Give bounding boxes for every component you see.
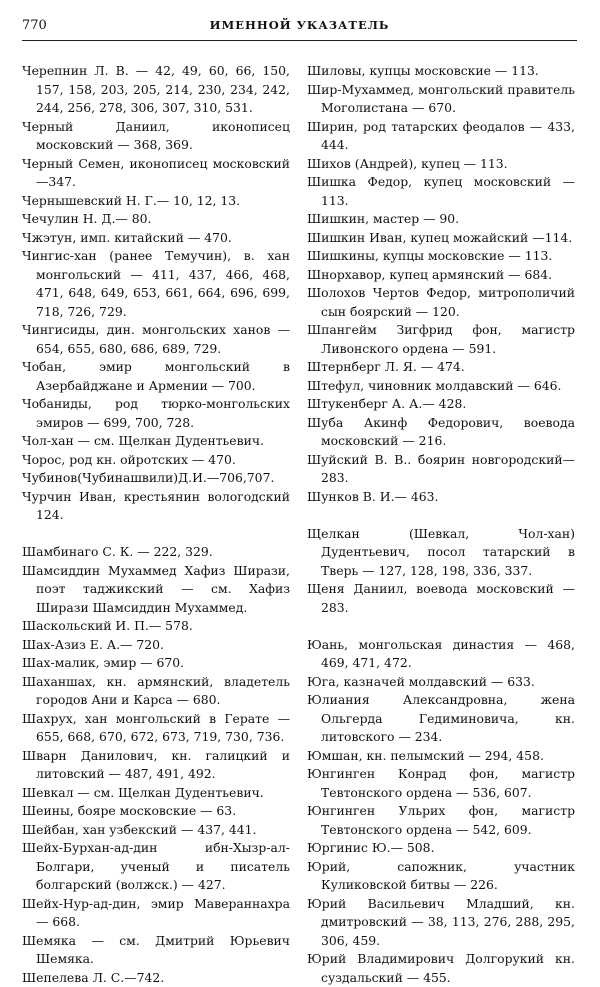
- index-entry: Юмшан, кн. пелымский — 294, 458.: [307, 747, 575, 766]
- index-entry: Юргинис Ю.— 508.: [307, 839, 575, 858]
- index-entry: Шишкин, мастер — 90.: [307, 210, 575, 229]
- right-column: [307, 62, 575, 987]
- index-entry: Шиловы, купцы московские — 113.: [307, 62, 575, 81]
- index-entry: Шаскольский И. П.— 578.: [22, 617, 290, 636]
- index-entry: Шаханшах, кн. армянский, владетель городов Ани и Карса — 680.: [22, 673, 290, 710]
- index-entry: Юрий Владимирович Долгорукий кн. суздальский — 455.: [307, 950, 575, 987]
- index-entry: Шеины, бояре московские — 63.: [22, 802, 290, 821]
- index-entry: Юрий Васильевич Младший, кн. дмитровский — 38, 113, 276, 288, 295, 306, 459.: [307, 895, 575, 951]
- page-number: 770: [22, 18, 47, 33]
- index-entry: Юрий, сапожник, участник Куликовской битвы — 226.: [307, 858, 575, 895]
- index-entry: Чечулин Н. Д.— 80.: [22, 210, 290, 229]
- index-entry: Юга, казначей молдавский — 633.: [307, 673, 575, 692]
- index-entry: Шейх-Нур-ад-дин, эмир Мавераннахра — 668.: [22, 895, 290, 932]
- index-entry: Чобан, эмир монгольский в Азербайджане и Армении — 700.: [22, 358, 290, 395]
- index-entry: Шахрух, хан монгольский в Герате — 655, 668, 670, 672, 673, 719, 730, 736.: [22, 710, 290, 747]
- index-entry: Юнгинген Конрад фон, магистр Тевтонского ордена — 536, 607.: [307, 765, 575, 802]
- index-entry: Чубинов(Чубинашвили)Д.И.—706,707.: [22, 469, 290, 488]
- index-entry: Шварн Данилович, кн. галицкий и литовский — 487, 491, 492.: [22, 747, 290, 784]
- index-entry: Щеня Даниил, воевода московский — 283.: [307, 580, 575, 617]
- index-entry: Чобаниды, род тюрко-монгольских эмиров — 699, 700, 728.: [22, 395, 290, 432]
- section-gap: [22, 525, 290, 544]
- index-entry: Шах-малик, эмир — 670.: [22, 654, 290, 673]
- index-entry: Юнгинген Ульрих фон, магистр Тевтонского ордена — 542, 609.: [307, 802, 575, 839]
- index-entry: Шемяка — см. Дмитрий Юрьевич Шемяка.: [22, 932, 290, 969]
- index-entry: Шепелева Л. С.—742.: [22, 969, 290, 987]
- section-gap: [307, 506, 575, 525]
- index-entry: Шуйский В. В.. боярин новгородский—283.: [307, 451, 575, 488]
- index-entry: Чингисиды, дин. монгольских ханов — 654, 655, 680, 686, 689, 729.: [22, 321, 290, 358]
- page-header: [22, 16, 577, 41]
- index-entry: Шишкин Иван, купец можайский —114.: [307, 229, 575, 248]
- index-entry: Шевкал — см. Щелкан Дудентьевич.: [22, 784, 290, 803]
- index-entry: Шамбинаго С. К. — 222, 329.: [22, 543, 290, 562]
- section-gap: [307, 617, 575, 636]
- index-entry: Чжэтун, имп. китайский — 470.: [22, 229, 290, 248]
- index-entry: Юань, монгольская династия — 468, 469, 471, 472.: [307, 636, 575, 673]
- index-entry: Юлиания Александровна, жена Ольгерда Гедиминовича, кн. литовского — 234.: [307, 691, 575, 747]
- index-entry: Шуба Акинф Федорович, воевода московский — 216.: [307, 414, 575, 451]
- index-entry: Шолохов Чертов Федор, митрополичий сын боярский — 120.: [307, 284, 575, 321]
- index-entry: Чол-хан — см. Щелкан Дудентьевич.: [22, 432, 290, 451]
- index-entry: Черный Семен, иконописец московский—347.: [22, 155, 290, 192]
- index-entry: Шнорхавор, купец армянский — 684.: [307, 266, 575, 285]
- index-entry: Щелкан (Шевкал, Чол-хан) Дудентьевич, посол татарский в Тверь — 127, 128, 198, 336, 337.: [307, 525, 575, 581]
- index-entry: Шамсиддин Мухаммед Хафиз Ширази, поэт таджикский — см. Хафиз Ширази Шамсиддин Мухаммед.: [22, 562, 290, 618]
- index-entry: Штернберг Л. Я. — 474.: [307, 358, 575, 377]
- index-entry: Шир-Мухаммед, монгольский правитель Моголистана — 670.: [307, 81, 575, 118]
- index-entry: Шунков В. И.— 463.: [307, 488, 575, 507]
- index-entry: Шейх-Бурхан-ад-дин ибн-Хызр-ал-Болгари, ученый и писатель болгарский (волжск.) — 427.: [22, 839, 290, 895]
- index-entry: Шишка Федор, купец московский — 113.: [307, 173, 575, 210]
- index-entry: Чорос, род кн. ойротских — 470.: [22, 451, 290, 470]
- index-entry: Шихов (Андрей), купец — 113.: [307, 155, 575, 174]
- index-entry: Шейбан, хан узбекский — 437, 441.: [22, 821, 290, 840]
- index-entry: Шишкины, купцы московские — 113.: [307, 247, 575, 266]
- index-entry: Черепнин Л. В. — 42, 49, 60, 66, 150, 157, 158, 203, 205, 214, 230, 234, 242, 244, 256, 278, 306, 307, 310, 531.: [22, 62, 290, 118]
- index-entry: Ширин, род татарских феодалов — 433, 444.: [307, 118, 575, 155]
- index-entry: Черный Даниил, иконописец московский — 368, 369.: [22, 118, 290, 155]
- running-head: ИМЕННОЙ УКАЗАТЕЛЬ: [22, 18, 577, 32]
- index-entry: Чингис-хан (ранее Темучин), в. хан монгольский — 411, 437, 466, 468, 471, 648, 649, 653, 661, 664, 696, 699, 718, 726, 729.: [22, 247, 290, 321]
- left-column: [22, 62, 290, 987]
- index-entry: Шпангейм Зигфрид фон, магистр Ливонского ордена — 591.: [307, 321, 575, 358]
- index-entry: Чурчин Иван, крестьянин вологодский 124.: [22, 488, 290, 525]
- index-entry: Штефул, чиновник молдавский — 646.: [307, 377, 575, 396]
- index-entry: Штукенберг А. А.— 428.: [307, 395, 575, 414]
- index-entry: Шах-Азиз Е. А.— 720.: [22, 636, 290, 655]
- index-entry: Чернышевский Н. Г.— 10, 12, 13.: [22, 192, 290, 211]
